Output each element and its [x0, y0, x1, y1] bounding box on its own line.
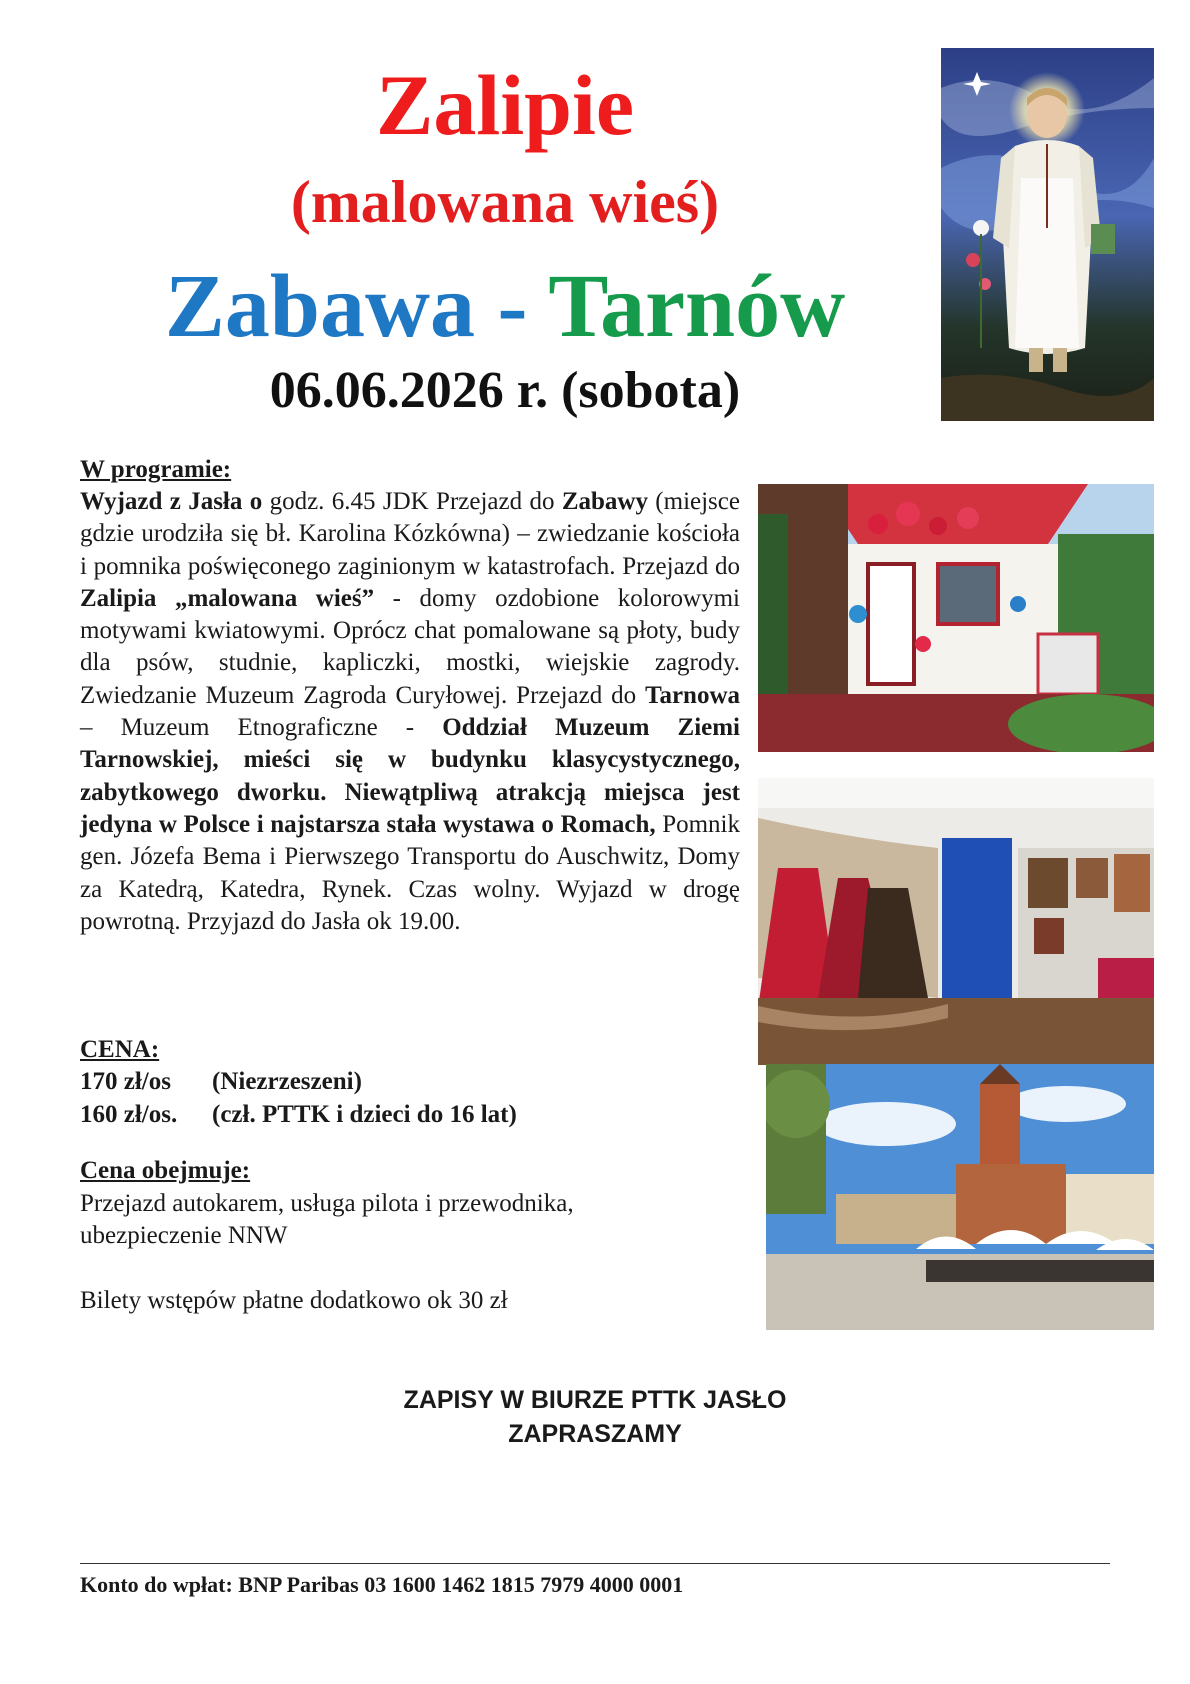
bank-account: Konto do wpłat: BNP Paribas 03 1600 1462 1815 7979 4000 0001 — [80, 1572, 684, 1597]
trip-date: 06.06.2026 r. (sobota) — [269, 362, 741, 419]
destination-separator: - — [474, 257, 549, 356]
program-text: Pomnik gen. Józefa Bema i Pierwszego Transportu do Auschwitz, Domy za Katedrą, Katedra, Rynek. Czas wolny. Wyjazd w drogę powrotną. Przyjazd do Jasła ok 19.00. — [80, 810, 740, 935]
program-place-zalipie: Zalipia „malowana wieś” — [80, 584, 375, 612]
includes-text: Przejazd autokarem, usługa pilota i przewodnika, ubezpieczenie NNW — [80, 1190, 574, 1250]
price-amount: 170 zł/os — [80, 1068, 171, 1095]
destinations-heading — [0, 257, 1010, 356]
program-text: - domy ozdobione kolorowymi motywami kwiatowymi. Oprócz chat pomalowane są płoty, budy dla psów, studnie, kapliczki, mostki, wiejskie zagrody. Zwiedzanie Muzeum Zagroda Curyłowej. Przejazd do — [80, 584, 740, 709]
footer-divider — [80, 1563, 1110, 1564]
zalipie-painted-house-image — [758, 484, 1154, 752]
program-text: godz. 6.45 JDK Przejazd do — [262, 488, 562, 515]
price-row-member — [80, 1099, 740, 1131]
program-heading: W programie: — [80, 456, 232, 483]
poster-subtitle: (malowana wieś) — [290, 169, 720, 235]
signup-text: ZAPISY W BIURZE PTTK JASŁO — [403, 1386, 787, 1414]
price-label: (Niezrzeszeni) — [212, 1068, 362, 1095]
saint-painting-image — [941, 48, 1154, 421]
tarnow-market-square-image — [766, 1064, 1154, 1330]
price-amount: 160 zł/os. — [80, 1101, 178, 1128]
invite-text: ZAPRASZAMY — [508, 1420, 682, 1448]
program-place-tarnow: Tarnowa — [645, 681, 740, 709]
program-text: (miejsce gdzie urodziła się bł. Karolina Kózkówna) – zwiedzanie kościoła i pomnika poświęconego zaginionym w katastrofach. Przejazd do — [80, 488, 740, 580]
tickets-note: Bilety wstępów płatne dodatkowo ok 30 zł — [80, 1287, 508, 1314]
signup-block — [0, 1383, 1190, 1451]
poster-title: Zalipie — [375, 57, 635, 153]
price-label: (czł. PTTK i dzieci do 16 lat) — [212, 1101, 517, 1128]
program-place-zabawa: Zabawy — [561, 488, 648, 515]
program-text: – Muzeum Etnograficzne - — [80, 714, 443, 742]
ethnographic-museum-interior-image — [758, 778, 1154, 1065]
program-description — [80, 486, 740, 938]
includes-heading: Cena obejmuje: — [80, 1157, 251, 1184]
program-museum-highlight: Oddział Muzeum Ziemi Tarnowskiej, mieści się w budynku klasycystycznego, zabytkowego dworku. Niewątpliwą atrakcją miejsca jest jedyna w Polsce i najstarsza stała wystawa o Romach, — [80, 714, 741, 838]
destination-zabawa: Zabawa — [164, 257, 475, 356]
destination-tarnow: Tarnów — [548, 257, 846, 356]
price-row-regular — [80, 1066, 740, 1098]
program-departure: Wyjazd z Jasła o — [80, 488, 263, 515]
price-heading: CENA: — [80, 1036, 160, 1063]
